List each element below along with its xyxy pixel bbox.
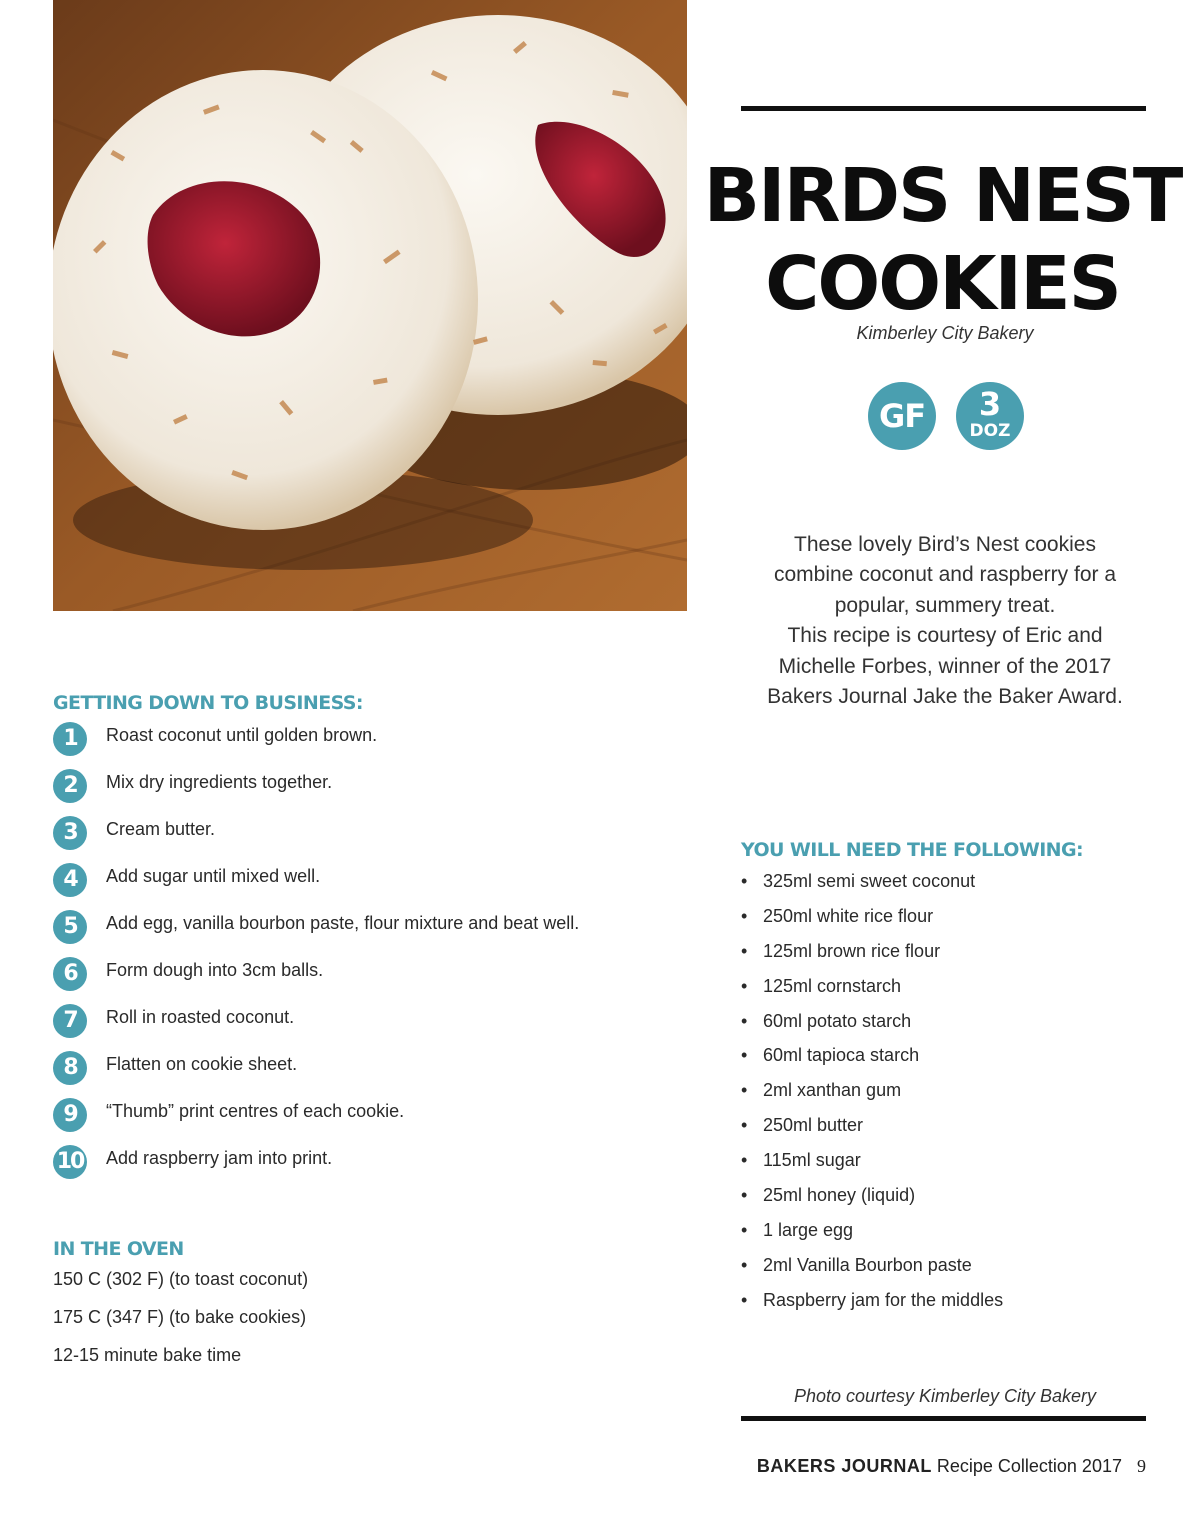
photo-credit: Photo courtesy Kimberley City Bakery xyxy=(793,1386,1097,1406)
bullet-icon: • xyxy=(741,940,748,961)
step-text: Roll in roasted coconut. xyxy=(106,1007,295,1027)
step-number: 9 xyxy=(53,1098,87,1132)
step-text: Cream butter. xyxy=(106,819,216,839)
page-number: 9 xyxy=(1137,1456,1146,1476)
intro-line: These lovely Bird’s Nest cookies xyxy=(794,533,1096,556)
step-item xyxy=(53,1049,693,1096)
step-number: 2 xyxy=(53,769,87,803)
bullet-icon: • xyxy=(741,1150,748,1171)
ingredient-text: Raspberry jam for the middles xyxy=(763,1289,1004,1310)
ingredient-text: 2ml xanthan gum xyxy=(763,1080,902,1101)
footer-brand: BAKERS JOURNAL xyxy=(756,1456,932,1476)
step-number: 5 xyxy=(53,910,87,944)
bullet-icon: • xyxy=(741,1254,748,1275)
yield-badge xyxy=(956,382,1024,450)
recipe-title-line-1: BIRDS NEST xyxy=(703,153,1182,239)
title-top-rule xyxy=(741,106,1146,111)
step-item xyxy=(53,814,693,861)
step-item xyxy=(53,1143,693,1190)
bullet-icon: • xyxy=(741,1219,748,1240)
cookie-photo xyxy=(53,0,687,611)
ingredient-text: 60ml tapioca starch xyxy=(763,1045,920,1066)
bullet-icon: • xyxy=(741,1080,748,1101)
step-text: Add raspberry jam into print. xyxy=(106,1148,333,1168)
oven-item: 175 C (347 F) (to bake cookies) xyxy=(53,1307,307,1327)
bullet-icon: • xyxy=(741,1185,748,1206)
ingredient-text: 25ml honey (liquid) xyxy=(763,1185,916,1206)
step-item xyxy=(53,861,693,908)
ingredient-text: 2ml Vanilla Bourbon paste xyxy=(763,1254,972,1275)
ingredient-text: 250ml white rice flour xyxy=(763,905,934,926)
step-number: 8 xyxy=(53,1051,87,1085)
oven-heading: IN THE OVEN xyxy=(53,1238,184,1260)
step-item xyxy=(53,1002,693,1049)
footer-collection: Recipe Collection 2017 xyxy=(936,1456,1122,1476)
bullet-icon: • xyxy=(741,975,748,996)
bakery-name: Kimberley City Bakery xyxy=(856,323,1034,343)
oven-item: 150 C (302 F) (to toast coconut) xyxy=(53,1269,309,1289)
step-number: 7 xyxy=(53,1004,87,1038)
step-number: 10 xyxy=(53,1145,87,1179)
cookie-photo-graphic xyxy=(53,0,687,611)
bullet-icon: • xyxy=(741,1010,748,1031)
step-item xyxy=(53,955,693,1002)
step-item xyxy=(53,720,693,767)
intro-line: This recipe is courtesy of Eric and xyxy=(787,624,1103,648)
bullet-icon: • xyxy=(741,1045,748,1066)
ingredient-text: 115ml sugar xyxy=(763,1150,861,1171)
intro-line: Bakers Journal Jake the Baker Award. xyxy=(767,685,1123,709)
step-item xyxy=(53,1096,693,1143)
step-text: Add sugar until mixed well. xyxy=(106,866,321,886)
step-item xyxy=(53,767,693,814)
ingredient-text: 1 large egg xyxy=(763,1219,854,1240)
ingredient-text: 125ml cornstarch xyxy=(763,975,902,996)
step-text: “Thumb” print centres of each cookie. xyxy=(106,1101,405,1121)
step-item xyxy=(53,908,693,955)
oven-list xyxy=(53,1268,308,1382)
step-text: Add egg, vanilla bourbon paste, flour mixture and beat well. xyxy=(106,913,580,933)
step-number: 6 xyxy=(53,957,87,991)
bullet-icon: • xyxy=(741,1289,748,1310)
ingredients-heading: YOU WILL NEED THE FOLLOWING: xyxy=(741,839,1083,861)
page-footer xyxy=(757,1456,1146,1477)
gluten-free-badge: GF xyxy=(868,382,936,450)
steps-list xyxy=(53,720,693,1190)
oven-item: 12-15 minute bake time xyxy=(53,1345,242,1365)
intro-line: popular, summery treat. xyxy=(834,593,1056,617)
recipe-title xyxy=(700,152,1185,328)
ingredient-text: 325ml semi sweet coconut xyxy=(763,871,976,891)
ingredient-text: 125ml brown rice flour xyxy=(763,940,941,961)
yield-number: 3 xyxy=(978,385,1002,423)
step-text: Roast coconut until golden brown. xyxy=(106,725,378,745)
ingredient-text: 60ml potato starch xyxy=(763,1010,912,1031)
recipe-intro xyxy=(735,530,1155,712)
step-number: 4 xyxy=(53,863,87,897)
intro-line: Michelle Forbes, winner of the 2017 xyxy=(778,654,1112,678)
yield-unit: DOZ xyxy=(969,421,1011,441)
recipe-title-line-2: COOKIES xyxy=(765,241,1120,327)
step-number: 1 xyxy=(53,722,87,756)
credit-bottom-rule xyxy=(741,1416,1146,1421)
steps-heading: GETTING DOWN TO BUSINESS: xyxy=(53,692,363,714)
bullet-icon: • xyxy=(741,1115,748,1136)
ingredient-text: 250ml butter xyxy=(763,1115,864,1136)
step-text: Flatten on cookie sheet. xyxy=(106,1054,298,1074)
intro-line: combine coconut and raspberry for a xyxy=(773,563,1117,587)
step-number: 3 xyxy=(53,816,87,850)
bullet-icon: • xyxy=(741,871,748,891)
bullet-icon: • xyxy=(741,905,748,926)
step-text: Form dough into 3cm balls. xyxy=(106,960,324,980)
step-text: Mix dry ingredients together. xyxy=(106,772,333,792)
